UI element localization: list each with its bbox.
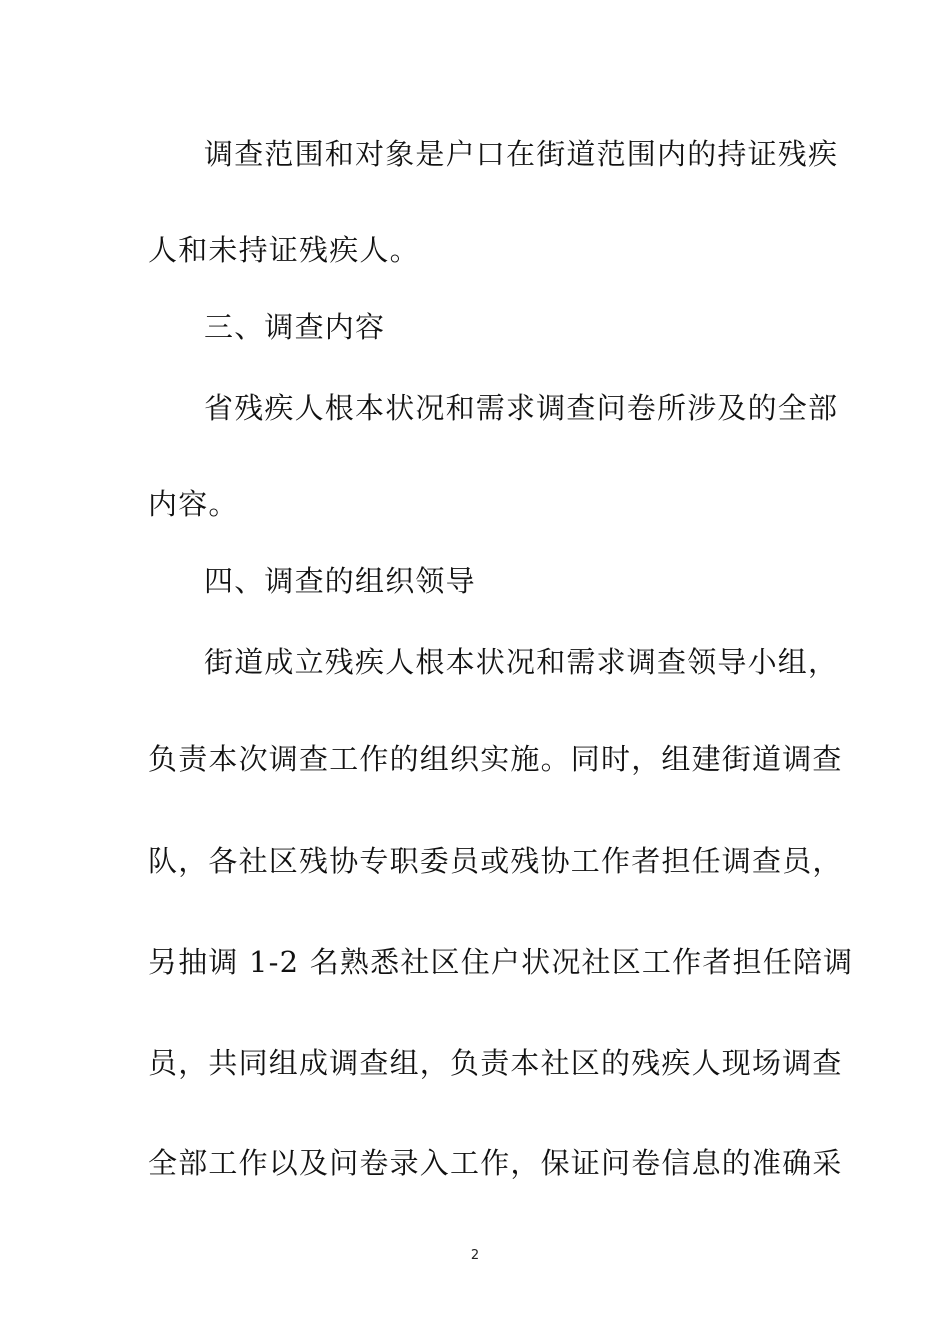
- paragraph-line-2: 人和未持证残疾人。: [148, 233, 420, 267]
- paragraph-line-4: 内容。: [148, 487, 239, 521]
- section-heading-content: 三、调查内容: [204, 310, 386, 344]
- page-number: 2: [470, 1248, 480, 1263]
- paragraph-line-9: 员，共同组成调查组，负责本社区的残疾人现场调查: [148, 1046, 843, 1080]
- paragraph-line-6: 负责本次调查工作的组织实施。同时，组建街道调查: [148, 742, 843, 776]
- paragraph-line-1: 调查范围和对象是户口在街道范围内的持证残疾: [204, 137, 839, 171]
- paragraph-line-3: 省残疾人根本状况和需求调查问卷所涉及的全部: [204, 391, 839, 425]
- paragraph-line-5: 街道成立残疾人根本状况和需求调查领导小组，: [204, 645, 839, 679]
- section-heading-organization: 四、调查的组织领导: [204, 564, 476, 598]
- paragraph-line-10: 全部工作以及问卷录入工作，保证问卷信息的准确采: [148, 1146, 843, 1180]
- paragraph-line-8: 另抽调 1-2 名熟悉社区住户状况社区工作者担任陪调: [148, 945, 854, 979]
- paragraph-line-7: 队，各社区残协专职委员或残协工作者担任调查员，: [148, 844, 843, 878]
